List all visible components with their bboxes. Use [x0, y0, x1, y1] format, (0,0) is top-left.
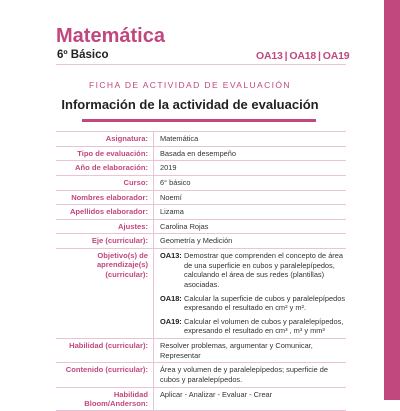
- row-value: Matemática: [153, 132, 346, 146]
- section-kicker: FICHA DE ACTIVIDAD DE EVALUACIÓN: [0, 80, 400, 90]
- row-label: Habilidad Bloom/Anderson:: [56, 388, 153, 411]
- row-value: Aplicar - Analizar - Evaluar - Crear: [153, 388, 346, 411]
- oa-separator: |: [318, 50, 321, 62]
- objective-item: [160, 294, 346, 313]
- row-value: Geometría y Medición: [153, 234, 346, 248]
- table-row: [56, 205, 346, 220]
- objective-code: OA19:: [160, 317, 184, 336]
- row-value: Área y volumen de y paralelepípedos; superficie de cubos y paralelepípedos.: [153, 363, 346, 386]
- table-row: [56, 220, 346, 235]
- table-row: [56, 191, 346, 206]
- oa-code: OA18: [289, 50, 316, 62]
- row-value: 2019: [153, 161, 346, 175]
- grade-label: 6º Básico: [57, 49, 109, 61]
- objective-text: Demostrar que comprenden el concepto de área de una superficie en cubos y paralelepípedos, calculando el área de sus redes (plantillas) asociadas.: [184, 251, 346, 290]
- table-row: [56, 176, 346, 191]
- table-row: [56, 249, 346, 339]
- row-value: Lizama: [153, 205, 346, 219]
- row-label: Ajustes:: [56, 220, 153, 234]
- row-label: Habilidad (curricular):: [56, 339, 153, 362]
- oa-code: OA19: [323, 50, 350, 62]
- side-accent-bar: [384, 0, 400, 400]
- info-table: [56, 131, 346, 411]
- row-value: Basada en desempeño: [153, 147, 346, 161]
- row-label: Eje (curricular):: [56, 234, 153, 248]
- table-row: [56, 147, 346, 162]
- table-row: [56, 234, 346, 249]
- table-row: [56, 131, 346, 147]
- oa-code: OA13: [256, 50, 283, 62]
- oa-separator: |: [285, 50, 288, 62]
- row-label: Objetivo(s) de aprendizaje(s) (curricular):: [56, 249, 153, 338]
- row-label: Año de elaboración:: [56, 161, 153, 175]
- row-value: Carolina Rojas: [153, 220, 346, 234]
- row-label: Nombres elaborador:: [56, 191, 153, 205]
- row-label: Curso:: [56, 176, 153, 190]
- row-value: Noemí: [153, 191, 346, 205]
- objective-code: OA18:: [160, 294, 184, 313]
- page-title: Información de la actividad de evaluación: [0, 97, 400, 112]
- objective-code: OA13:: [160, 251, 184, 290]
- header-divider: [56, 64, 346, 65]
- objective-item: [160, 251, 346, 290]
- subject-title: Matemática: [56, 25, 165, 48]
- row-label: Asignatura:: [56, 132, 153, 146]
- title-underline: [82, 119, 316, 122]
- row-value: Resolver problemas, argumentar y Comunicar, Representar: [153, 339, 346, 362]
- row-label: Contenido (curricular):: [56, 363, 153, 386]
- objectives-list: [153, 249, 346, 338]
- table-row: [56, 161, 346, 176]
- oa-codes: [256, 50, 349, 62]
- objective-text: Calcular la superficie de cubos y paralelepípedos expresando el resultado en cm² y m².: [184, 294, 346, 313]
- row-value: 6° básico: [153, 176, 346, 190]
- row-label: Apellidos elaborador:: [56, 205, 153, 219]
- table-row: [56, 363, 346, 387]
- row-label: Tipo de evaluación:: [56, 147, 153, 161]
- objective-text: Calcular el volumen de cubos y paralelepípedos, expresando el resultado en cm³ , m³ y mm³: [184, 317, 346, 336]
- table-row: [56, 388, 346, 411]
- table-row: [56, 339, 346, 363]
- objective-item: [160, 317, 346, 336]
